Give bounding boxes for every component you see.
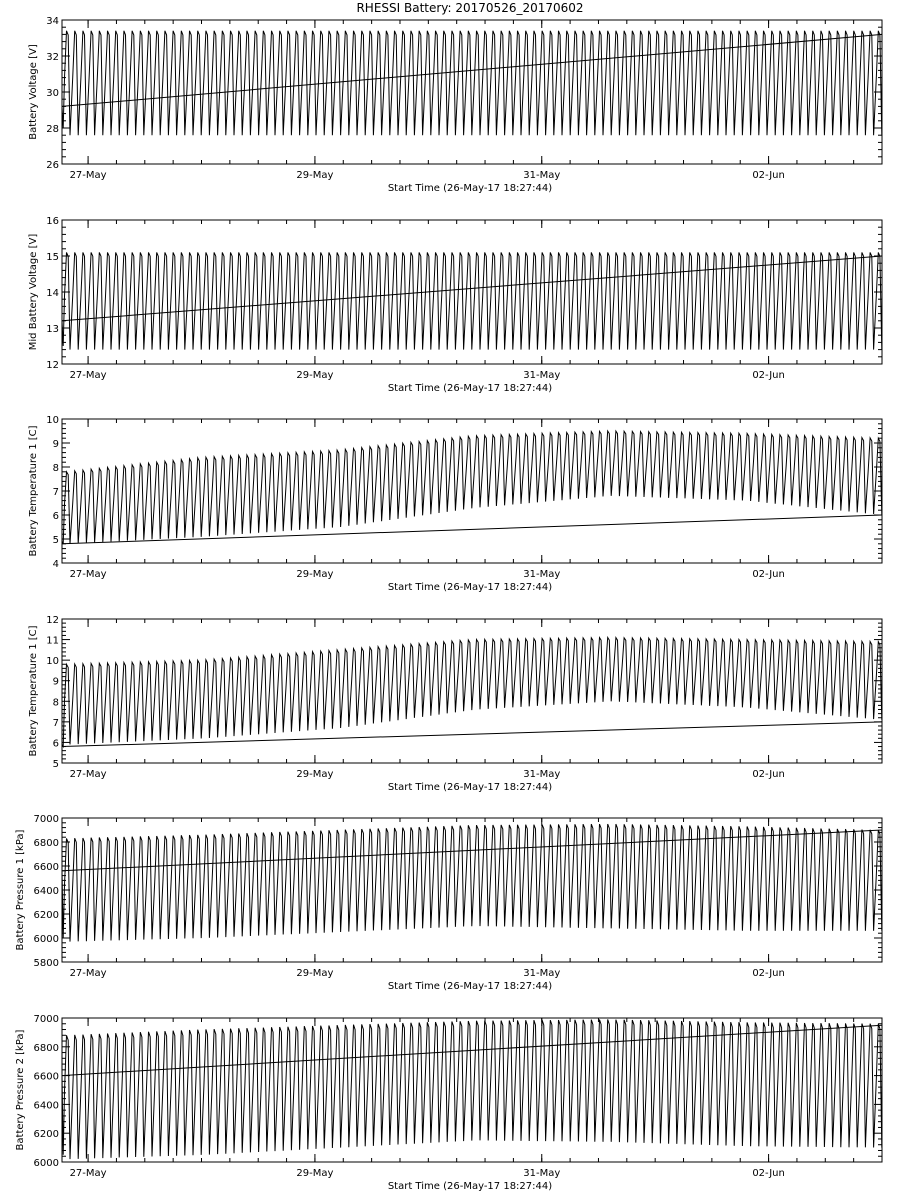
x-axis-label: Start Time (26-May-17 18:27:44): [387, 782, 553, 793]
x-tick-label: 27-May: [69, 769, 107, 780]
y-axis-label: Mid Battery Voltage [V]: [28, 233, 39, 351]
x-tick-label: 31-May: [523, 370, 561, 381]
x-tick-label: 29-May: [296, 769, 334, 780]
x-tick-label: 27-May: [69, 569, 107, 580]
y-tick-label: 32: [46, 52, 59, 63]
y-tick-label: 6600: [33, 862, 59, 873]
y-tick-label: 26: [46, 160, 59, 171]
x-tick-label: 29-May: [296, 968, 334, 979]
y-tick-label: 11: [46, 635, 59, 647]
x-tick-label: 31-May: [523, 769, 561, 780]
x-tick-label: 02-Jun: [752, 1168, 785, 1179]
x-tick-label: 29-May: [296, 1168, 334, 1179]
x-axis-label: Start Time (26-May-17 18:27:44): [387, 183, 553, 194]
y-tick-label: 6400: [33, 1100, 59, 1112]
y-axis-label: Battery Temperature 1 [C]: [28, 425, 39, 557]
figure-title: RHESSI Battery: 20170526_20170602: [356, 1, 584, 15]
x-axis-label: Start Time (26-May-17 18:27:44): [387, 1181, 553, 1192]
x-axis-label: Start Time (26-May-17 18:27:44): [387, 582, 553, 593]
y-axis-label: Battery Pressure 1 [kPa]: [15, 829, 26, 951]
y-tick-label: 9: [52, 676, 59, 688]
y-tick-label: 8: [52, 697, 59, 709]
y-tick-label: 15: [46, 252, 59, 263]
y-tick-label: 10: [46, 656, 59, 668]
y-tick-label: 6400: [33, 886, 59, 897]
x-axis-label: Start Time (26-May-17 18:27:44): [387, 383, 553, 394]
x-tick-label: 29-May: [296, 569, 334, 580]
y-tick-label: 7: [52, 717, 59, 729]
x-tick-label: 27-May: [69, 370, 107, 381]
y-tick-label: 6200: [33, 910, 59, 921]
y-tick-label: 7000: [33, 814, 59, 825]
y-tick-label: 5800: [33, 958, 59, 969]
x-tick-label: 27-May: [69, 1168, 107, 1179]
y-tick-label: 6000: [33, 934, 59, 945]
x-tick-label: 27-May: [69, 968, 107, 979]
x-tick-label: 02-Jun: [752, 769, 785, 780]
x-tick-label: 02-Jun: [752, 370, 785, 381]
y-tick-label: 6: [52, 511, 59, 522]
y-tick-label: 5: [52, 759, 59, 770]
y-axis-label: Battery Temperature 1 [C]: [28, 625, 39, 757]
y-tick-label: 6800: [33, 1042, 59, 1054]
y-tick-label: 30: [46, 88, 59, 99]
y-tick-label: 6200: [33, 1129, 59, 1141]
x-tick-label: 02-Jun: [752, 170, 785, 181]
y-tick-label: 6800: [33, 838, 59, 849]
y-tick-label: 12: [46, 615, 59, 626]
y-tick-label: 10: [46, 415, 59, 426]
x-tick-label: 31-May: [523, 569, 561, 580]
y-tick-label: 12: [46, 360, 59, 371]
y-tick-label: 9: [52, 439, 59, 450]
x-tick-label: 31-May: [523, 968, 561, 979]
y-tick-label: 7: [52, 487, 59, 498]
y-tick-label: 4: [52, 559, 59, 570]
y-tick-label: 8: [52, 463, 59, 474]
y-tick-label: 5: [52, 535, 59, 546]
y-tick-label: 34: [46, 16, 59, 27]
y-axis-label: Battery Pressure 2 [kPa]: [15, 1029, 26, 1151]
x-tick-label: 02-Jun: [752, 968, 785, 979]
x-tick-label: 02-Jun: [752, 569, 785, 580]
y-tick-label: 13: [46, 324, 59, 335]
y-tick-label: 28: [46, 124, 59, 135]
x-tick-label: 27-May: [69, 170, 107, 181]
y-tick-label: 6600: [33, 1071, 59, 1083]
x-tick-label: 29-May: [296, 370, 334, 381]
y-tick-label: 16: [46, 216, 59, 227]
x-tick-label: 29-May: [296, 170, 334, 181]
y-tick-label: 6000: [33, 1158, 59, 1169]
y-tick-label: 7000: [33, 1014, 59, 1025]
x-axis-label: Start Time (26-May-17 18:27:44): [387, 981, 553, 992]
y-tick-label: 14: [46, 288, 59, 299]
x-tick-label: 31-May: [523, 1168, 561, 1179]
x-tick-label: 31-May: [523, 170, 561, 181]
y-tick-label: 6: [52, 738, 59, 750]
y-axis-label: Battery Voltage [V]: [28, 44, 39, 140]
